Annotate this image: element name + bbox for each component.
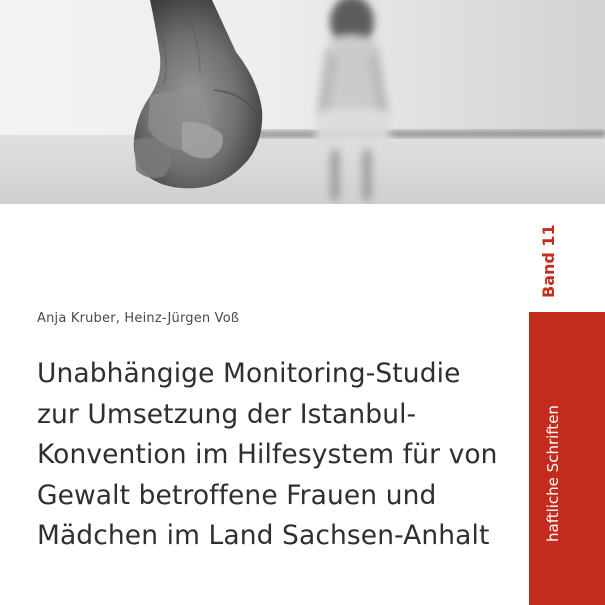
- volume-label: Band 11: [539, 224, 558, 298]
- title-line: Unabhängige Monitoring-Studie: [37, 358, 461, 389]
- title-line: Gewalt betroffene Frauen und: [37, 479, 437, 511]
- title-line: Konvention im Hilfesystem für von: [37, 439, 498, 470]
- series-title: haftliche Schriften: [544, 405, 562, 542]
- title-line: Mädchen im Land Sachsen-Anhalt: [37, 520, 490, 551]
- author-names: Anja Kruber, Heinz-Jürgen Voß: [37, 311, 240, 326]
- cover-photo: [0, 0, 605, 204]
- cover-divider-tab: [482, 204, 528, 207]
- title-line: zur Umsetzung der Istanbul-: [37, 398, 417, 430]
- series-band: [529, 312, 605, 605]
- book-title: [37, 354, 517, 557]
- clenched-fist-photo-icon: [0, 0, 605, 204]
